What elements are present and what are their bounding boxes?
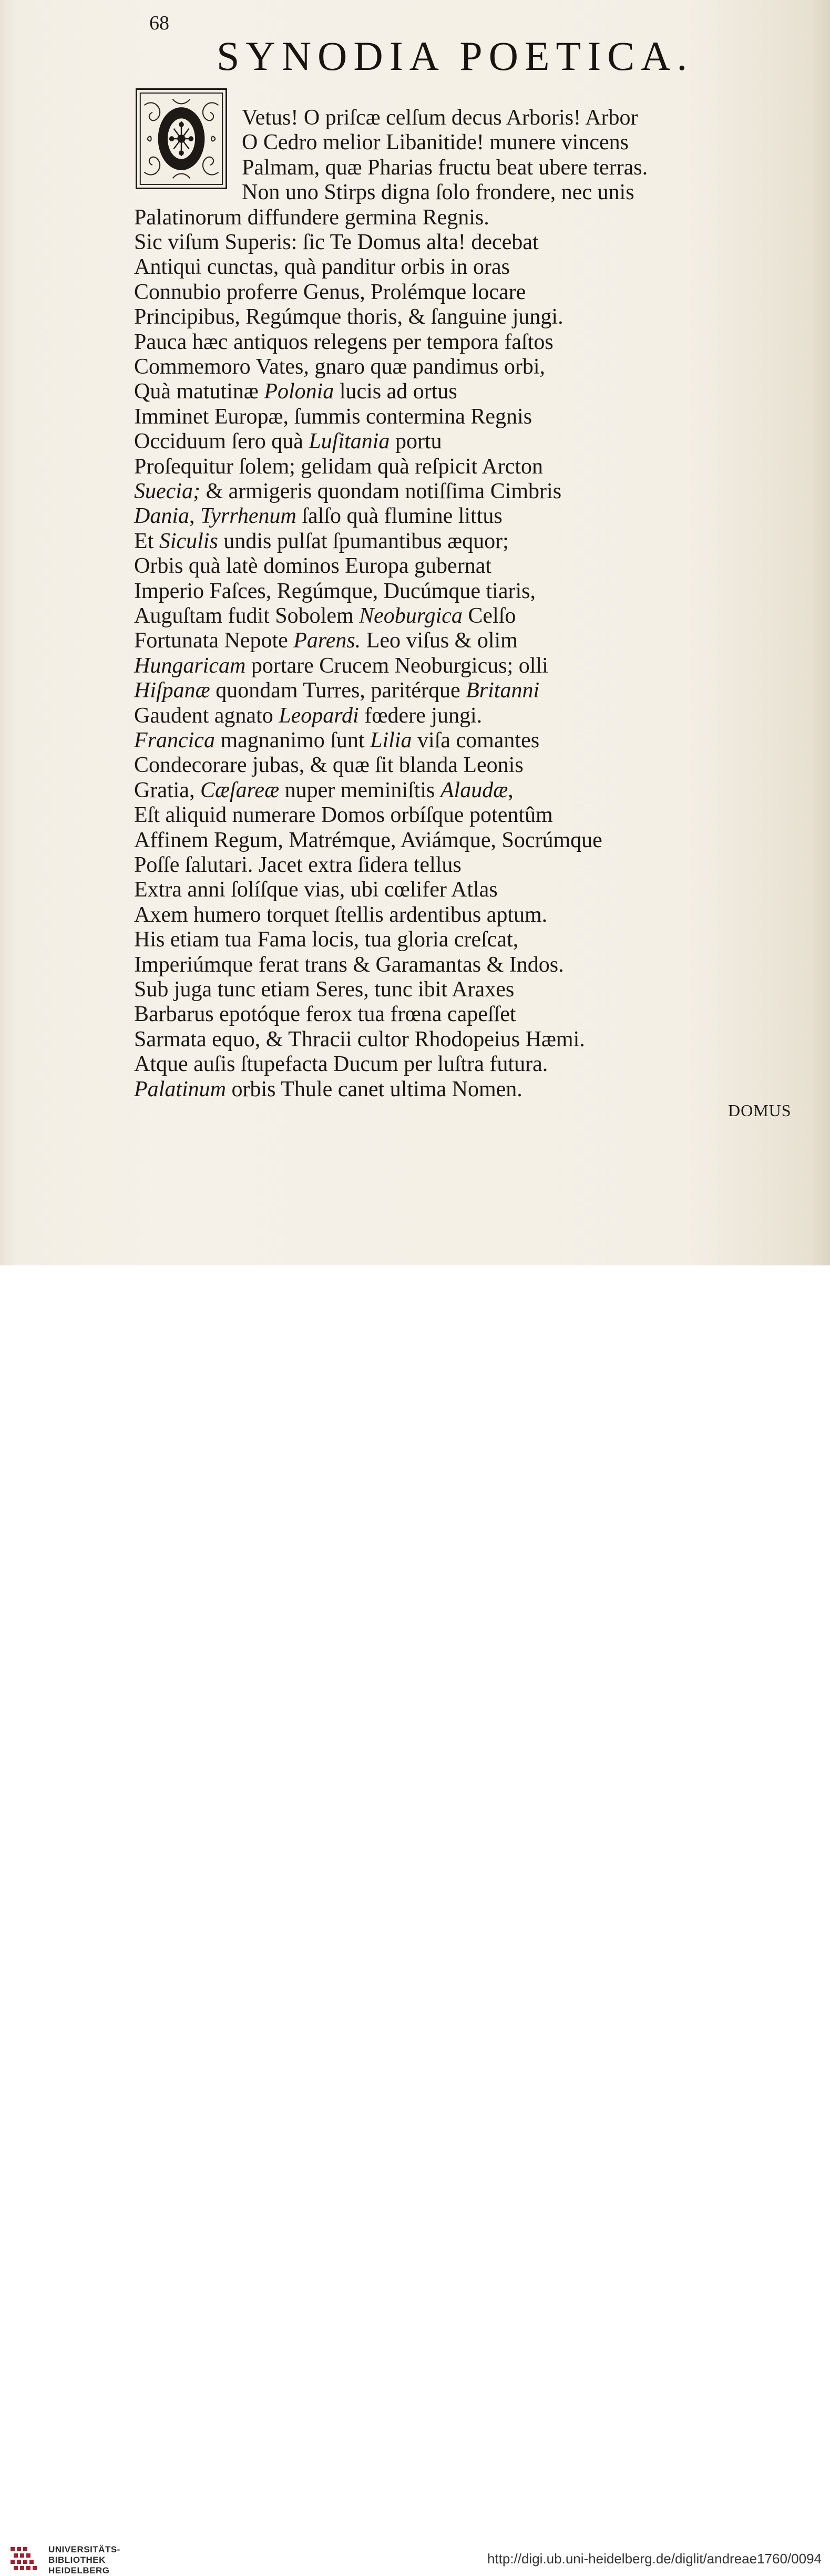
line-text: Leo viſus & olim <box>361 628 518 653</box>
italic-word: Lilia <box>370 728 412 753</box>
poem-line <box>134 703 482 728</box>
line-text: Connubio proferre Genus, Prolémque locare <box>134 280 526 304</box>
italic-word: Polonia <box>264 379 334 404</box>
library-name-line-3: HEIDELBERG <box>48 2565 110 2575</box>
poem-line <box>134 503 503 529</box>
page-title: SYNODIA POETICA. <box>217 33 694 79</box>
poem-line <box>134 354 545 379</box>
line-text: & armigeris quondam notiſſima Cimbris <box>200 479 562 503</box>
poem-line <box>134 728 539 753</box>
line-text: Barbarus epotóque ferox tua frœna capeſſet <box>134 1002 516 1027</box>
poem-line <box>134 429 442 454</box>
line-text: portu <box>390 429 442 454</box>
line-text: undis pulſat ſpumantibus æquor; <box>218 529 509 553</box>
line-text: Non uno Stirps digna ſolo frondere, nec unis <box>242 180 634 205</box>
line-text: Imperiúmque ferat trans & Garamantas & Indos. <box>134 952 564 977</box>
footer-bar <box>0 1265 830 2575</box>
line-text: His etiam tua Fama locis, tua gloria creſcat, <box>134 928 519 952</box>
poem-line <box>134 902 547 928</box>
line-text: viſa comantes <box>412 728 540 753</box>
poem-line <box>134 404 532 429</box>
poem-line <box>134 1077 522 1102</box>
poem-text <box>0 0 830 1156</box>
line-text: Imperio Faſces, Regúmque, Ducúmque tiaris, <box>134 579 536 603</box>
italic-word: Tyrrhenum <box>200 504 296 529</box>
line-text: Antiqui cunctas, quà panditur orbis in oras <box>134 255 510 280</box>
line-text: Fortunata Nepote <box>134 628 294 653</box>
library-name-line-2: BIBLIOTHEK <box>48 2555 106 2565</box>
line-text: Commemoro Vates, gnaro quæ pandimus orbi, <box>134 355 545 379</box>
poem-line <box>134 454 543 479</box>
poem-line <box>134 553 491 579</box>
poem-line <box>134 1052 548 1077</box>
poem-line <box>134 653 548 678</box>
line-text: orbis Thule canet ultima Nomen. <box>226 1077 522 1101</box>
line-text: Celſo <box>462 604 516 628</box>
line-text: lucis ad ortus <box>334 379 457 404</box>
line-text: Auguſtam fudit Sobolem <box>134 604 360 628</box>
italic-word: Leopardi <box>279 703 359 728</box>
heidelberg-library-logo-icon[interactable] <box>8 2544 40 2575</box>
line-text: fœdere jungi. <box>358 703 483 728</box>
poem-line <box>134 603 516 628</box>
source-url-link[interactable]: http://digi.ub.uni-heidelberg.de/diglit/andreae1760/0094 <box>487 2551 822 2567</box>
poem-line <box>134 1027 585 1052</box>
poem-line <box>134 952 564 977</box>
poem-line <box>134 927 518 952</box>
line-text: Affinem Regum, Matrémque, Aviámque, Socrúmque <box>134 828 602 852</box>
italic-word: Cæſareæ <box>200 778 280 802</box>
line-text: Vetus! O priſcæ celſum decus Arboris! Arbor <box>242 106 638 130</box>
line-text: Orbis quà latè dominos Europa gubernat <box>134 554 491 579</box>
italic-word: Hiſpanæ <box>134 678 210 703</box>
poem-line <box>134 753 524 778</box>
italic-word: Francica <box>134 728 215 753</box>
line-text: portare Crucem Neoburgicus; olli <box>245 653 548 678</box>
line-text: Atque auſis ſtupefacta Ducum per luſtra futura. <box>134 1052 548 1077</box>
italic-word: Luſitania <box>309 429 390 454</box>
poem-line <box>134 304 563 329</box>
line-text: O Cedro melior Libanitide! munere vincens <box>242 130 629 155</box>
library-name[interactable] <box>48 2544 120 2576</box>
italic-word: Siculis <box>159 529 218 553</box>
line-text: Pauca hæc antiquos relegens per tempora faſtos <box>134 329 554 354</box>
poem-line <box>242 105 638 130</box>
line-text: Imminet Europæ, ſummis contermina Regnis <box>134 404 532 429</box>
library-name-line-1: UNIVERSITÄTS- <box>48 2544 120 2554</box>
italic-word: Alaudæ <box>440 778 508 802</box>
line-text: Occiduum ſero quà <box>134 429 309 454</box>
line-text: , <box>508 778 514 802</box>
line-text: Quà matutinæ <box>134 379 264 404</box>
poem-line <box>134 529 509 554</box>
line-text: Extra anni ſolíſque vias, ubi cœlifer Atlas <box>134 878 498 902</box>
line-text: Gratia, <box>134 778 200 802</box>
poem-line <box>134 877 498 902</box>
poem-line <box>242 155 648 180</box>
line-text: Palmam, quæ Pharias fructu beat ubere terras. <box>242 155 648 180</box>
poem-line <box>134 977 514 1002</box>
line-text: Eſt aliquid numerare Domos orbíſque potentûm <box>134 803 553 828</box>
italic-word: Neoburgica <box>359 604 463 628</box>
poem-line <box>242 130 629 155</box>
catchword: DOMUS <box>728 1101 792 1120</box>
line-text: Sic viſum Superis: ſic Te Domus alta! decebat <box>134 230 539 254</box>
poem-line <box>134 852 462 878</box>
italic-word: Palatinum <box>134 1077 226 1101</box>
line-text: quondam Turres, paritérque <box>210 678 466 703</box>
poem-line <box>134 802 553 828</box>
poem-line <box>134 254 510 280</box>
line-text: Et <box>134 529 159 553</box>
poem-line <box>242 180 634 205</box>
poem-line <box>134 1002 516 1027</box>
line-text: Proſequitur ſolem; gelidam quà reſpicit Arcton <box>134 454 543 479</box>
poem-line <box>134 280 526 305</box>
line-text: nuper meminiſtis <box>279 778 440 802</box>
poem-line <box>134 778 514 803</box>
line-text: Axem humero torquet ſtellis ardentibus aptum. <box>134 902 548 927</box>
line-text: Palatinorum diffundere germina Regnis. <box>134 205 489 230</box>
line-text: Principibus, Regúmque thoris, & ſanguine jungi. <box>134 305 563 329</box>
poem-line <box>134 379 457 404</box>
italic-word: Dania <box>134 504 189 529</box>
page-number: 68 <box>149 12 169 34</box>
poem-line <box>134 628 518 653</box>
italic-word: Hungaricam <box>134 653 246 678</box>
line-text: Condecorare jubas, & quæ ſit blanda Leonis <box>134 753 524 778</box>
line-text: Poſſe ſalutari. Jacet extra ſidera tellus <box>134 853 462 877</box>
poem-line <box>134 329 554 355</box>
line-text: , <box>189 504 200 529</box>
scanned-page <box>0 0 830 1265</box>
poem-line <box>134 678 539 703</box>
poem-line <box>134 205 489 230</box>
italic-word: Suecia; <box>134 479 200 503</box>
poem-line <box>134 230 539 255</box>
line-text: ſalſo quà flumine littus <box>296 504 503 529</box>
line-text: Sarmata equo, & Thracii cultor Rhodopeius Hæmi. <box>134 1027 585 1052</box>
poem-line <box>134 479 561 504</box>
italic-word: Parens. <box>293 628 361 653</box>
line-text: magnanimo ſunt <box>214 728 371 753</box>
line-text: Sub juga tunc etiam Seres, tunc ibit Araxes <box>134 977 515 1002</box>
poem-line <box>134 579 536 604</box>
poem-line <box>134 828 602 853</box>
italic-word: Britanni <box>466 678 540 703</box>
line-text: Gaudent agnato <box>134 703 279 728</box>
